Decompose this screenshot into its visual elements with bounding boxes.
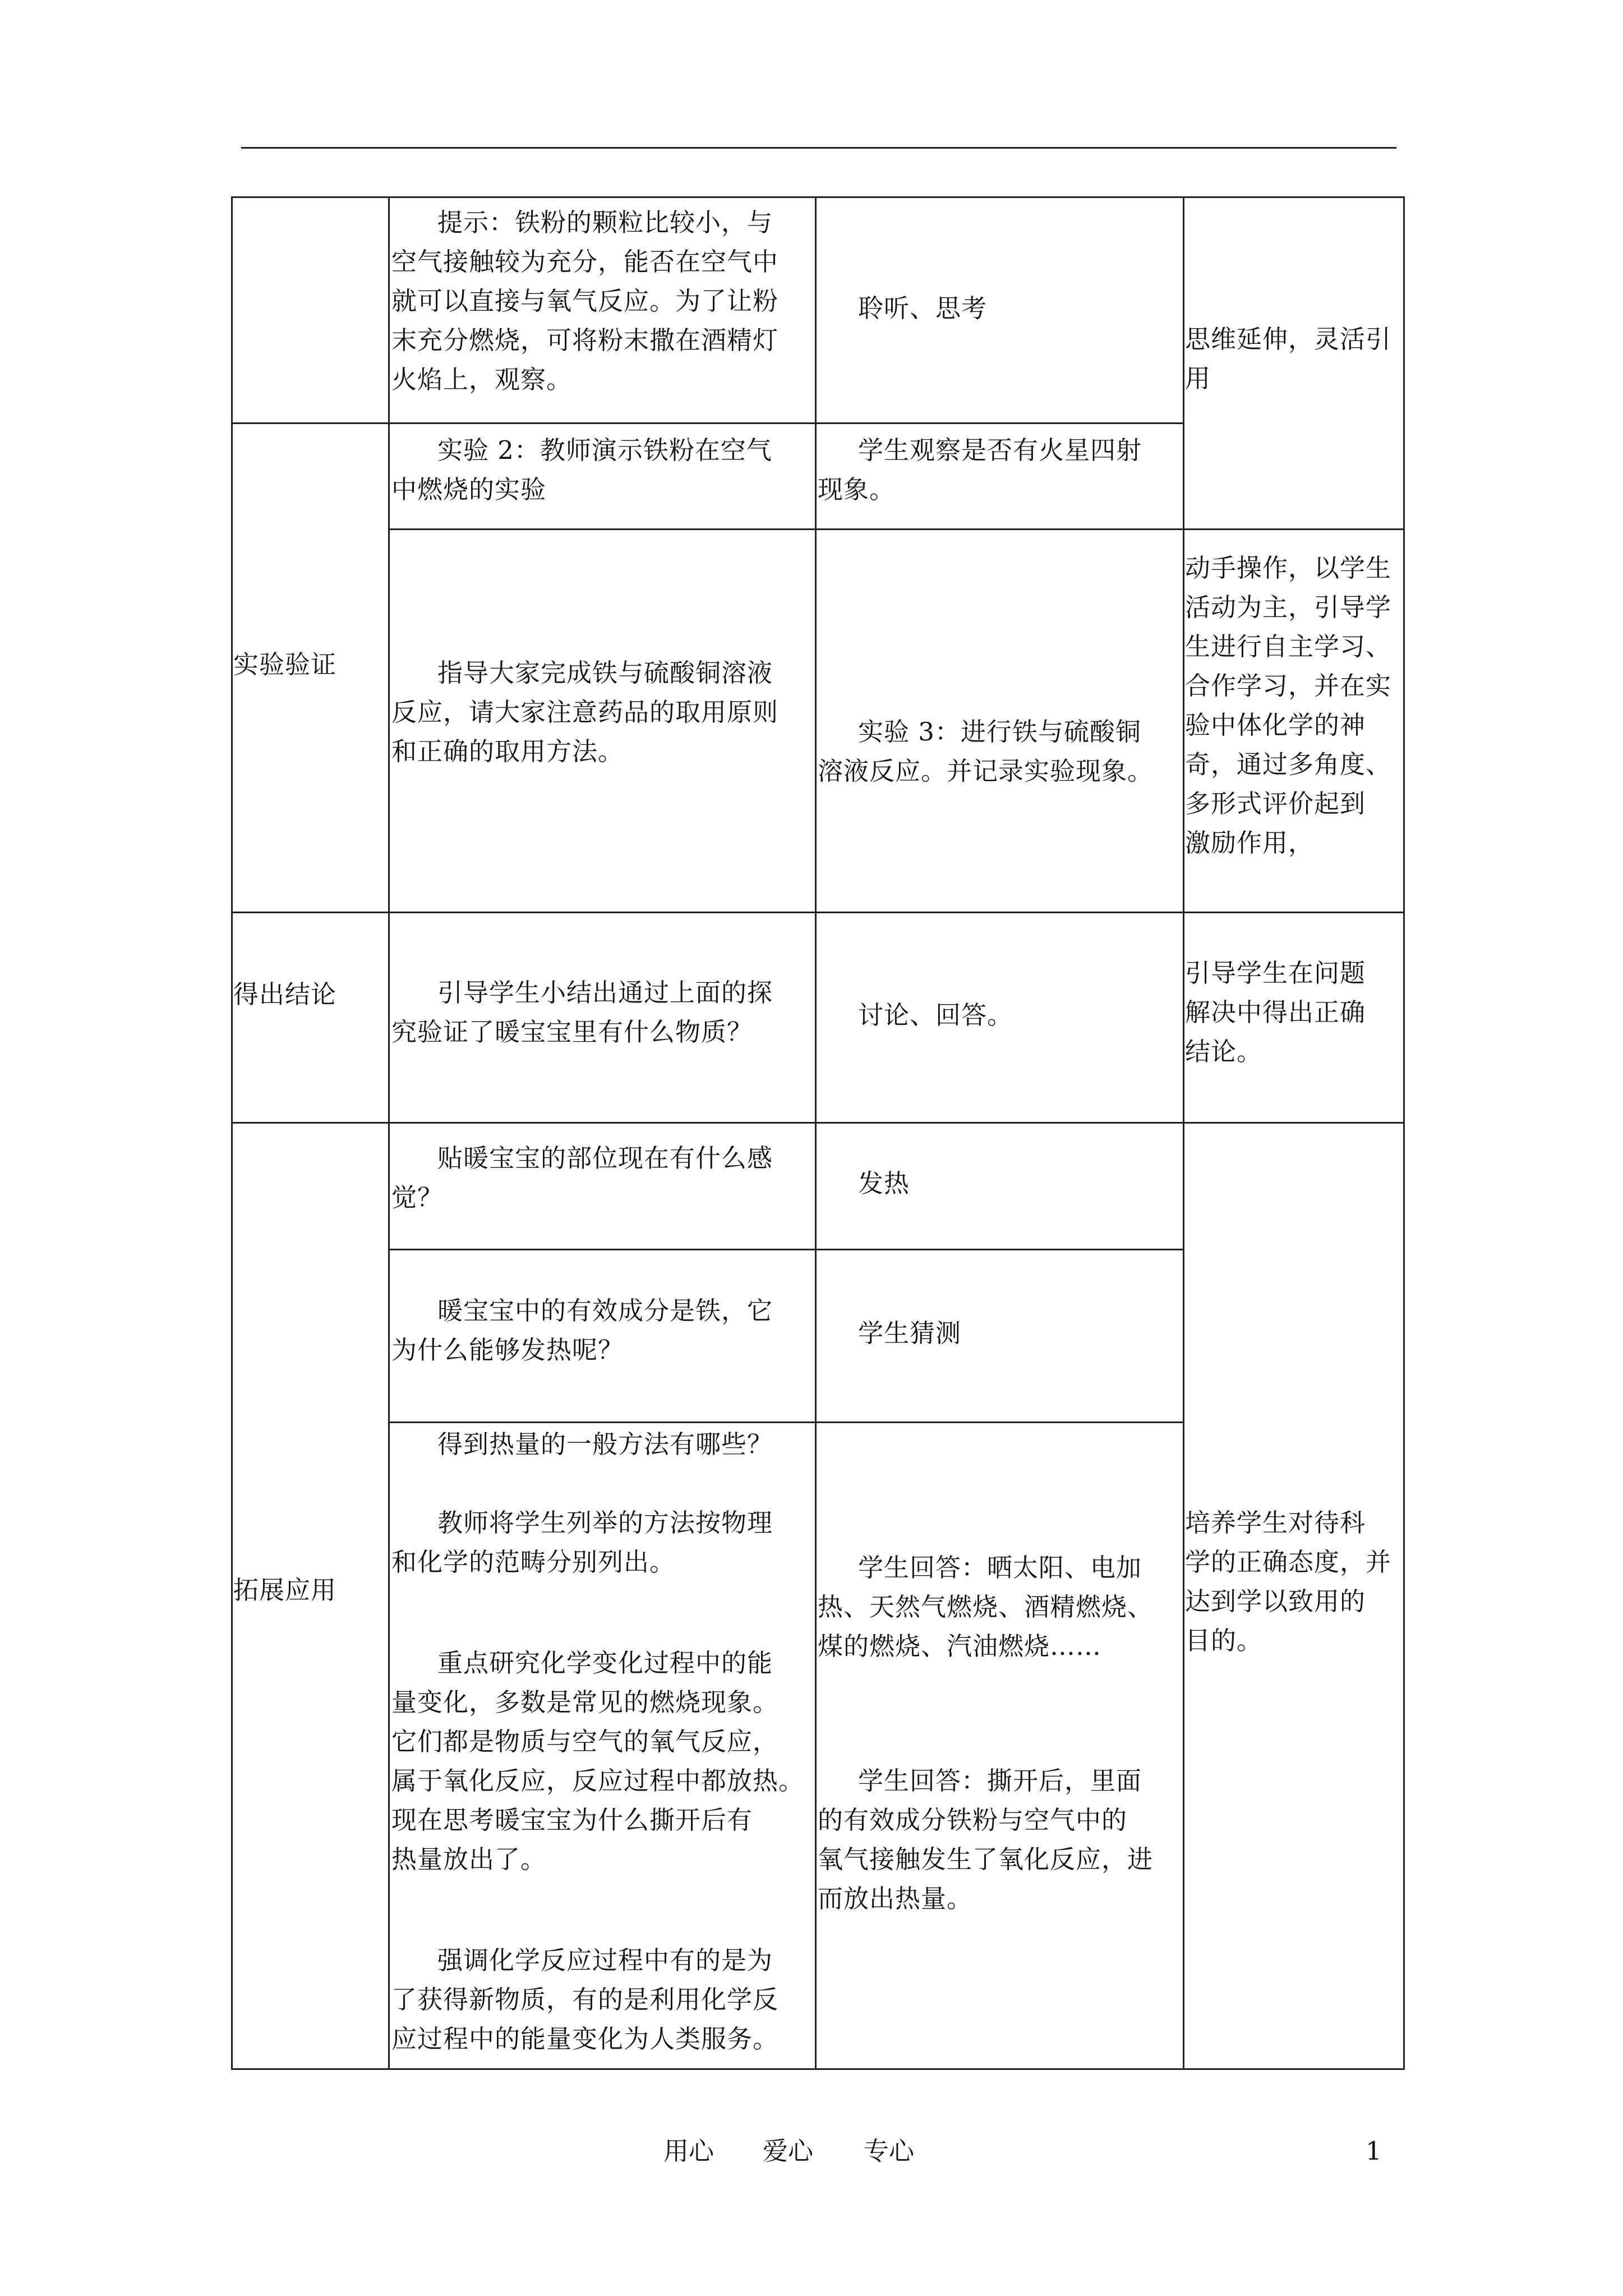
student-activity: 实验 3：进行铁与硫酸铜 溶液反应。并记录实验现象。 — [818, 717, 1154, 786]
teacher-activity: 得到热量的一般方法有哪些？ — [437, 1429, 773, 1459]
table-line — [231, 2068, 1405, 2070]
teacher-activity: 实验 2：教师演示铁粉在空气 中燃烧的实验 — [391, 435, 772, 504]
teacher-activity: 强调化学反应过程中有的是为 了获得新物质，有的是利用化学反 应过程中的能量变化为人类服务。 — [391, 1945, 779, 2054]
table-line — [231, 196, 1405, 198]
stage-label: 拓展应用 — [233, 1575, 337, 1605]
table-line — [388, 528, 1405, 530]
table-line — [231, 1122, 1405, 1124]
page-number: 1 — [1366, 2136, 1382, 2166]
table-line — [231, 196, 233, 2070]
footer-motto: 用心 — [663, 2136, 714, 2166]
student-activity: 讨论、回答。 — [858, 1000, 1013, 1030]
stage-label: 实验验证 — [233, 650, 337, 679]
stage-label: 得出结论 — [233, 979, 337, 1009]
teacher-activity: 引导学生小结出通过上面的探 究验证了暖宝宝里有什么物质？ — [391, 978, 773, 1047]
design-purpose: 动手操作，以学生 活动为主，引导学 生进行自主学习、 合作学习，并在实 验中体化学的神 奇，通过多角度、 多形式评价起到 激励作用， — [1185, 553, 1392, 858]
table-line — [1183, 196, 1184, 2070]
table-line — [388, 1421, 1184, 1423]
table-line — [815, 196, 817, 2070]
student-activity: 聆听、思考 — [858, 293, 988, 323]
student-activity: 学生回答：晒太阳、电加 热、天然气燃烧、酒精燃烧、 煤的燃烧、汽油燃烧…… — [818, 1553, 1154, 1661]
teacher-activity: 指导大家完成铁与硫酸铜溶液 反应，请大家注意药品的取用原则 和正确的取用方法。 — [391, 658, 779, 766]
teacher-activity: 贴暖宝宝的部位现在有什么感 觉？ — [391, 1143, 773, 1212]
student-activity: 发热 — [858, 1168, 910, 1198]
teacher-activity: 重点研究化学变化过程中的能 量变化，多数是常见的燃烧现象。 它们都是物质与空气的氧气反应， 属于氧化反应，反应过程中都放热。 现在思考暖宝宝为什么撕开后有 热量放出了。 — [391, 1648, 805, 1874]
student-activity: 学生观察是否有火星四射 现象。 — [818, 435, 1142, 504]
teacher-activity: 提示：铁粉的颗粒比较小，与 空气接触较为充分，能否在空气中 就可以直接与氧气反应。为了让粉 末充分燃烧，可将粉末撒在酒精灯 火焰上，观察。 — [391, 208, 779, 394]
table-line — [231, 912, 1405, 913]
table-line — [231, 422, 1184, 424]
footer-motto: 专心 — [864, 2136, 915, 2166]
table-line — [1403, 196, 1405, 2070]
design-purpose: 培养学生对待科 学的正确态度，并 达到学以致用的 目的。 — [1185, 1508, 1392, 1655]
footer-motto: 爱心 — [763, 2136, 814, 2166]
table-line — [388, 196, 390, 2070]
teacher-activity: 暖宝宝中的有效成分是铁，它 为什么能够发热呢？ — [391, 1296, 773, 1365]
design-purpose: 思维延伸，灵活引 用 — [1185, 324, 1392, 393]
teacher-activity: 教师将学生列举的方法按物理 和化学的范畴分别列出。 — [391, 1508, 773, 1577]
table-line — [388, 1249, 1184, 1250]
design-purpose: 引导学生在问题 解决中得出正确 结论。 — [1185, 958, 1366, 1066]
student-activity: 学生猜测 — [858, 1318, 962, 1348]
header-rule — [241, 147, 1396, 149]
student-activity: 学生回答：撕开后，里面 的有效成分铁粉与空气中的 氧气接触发生了氧化反应，进 而放出热量。 — [818, 1766, 1154, 1913]
